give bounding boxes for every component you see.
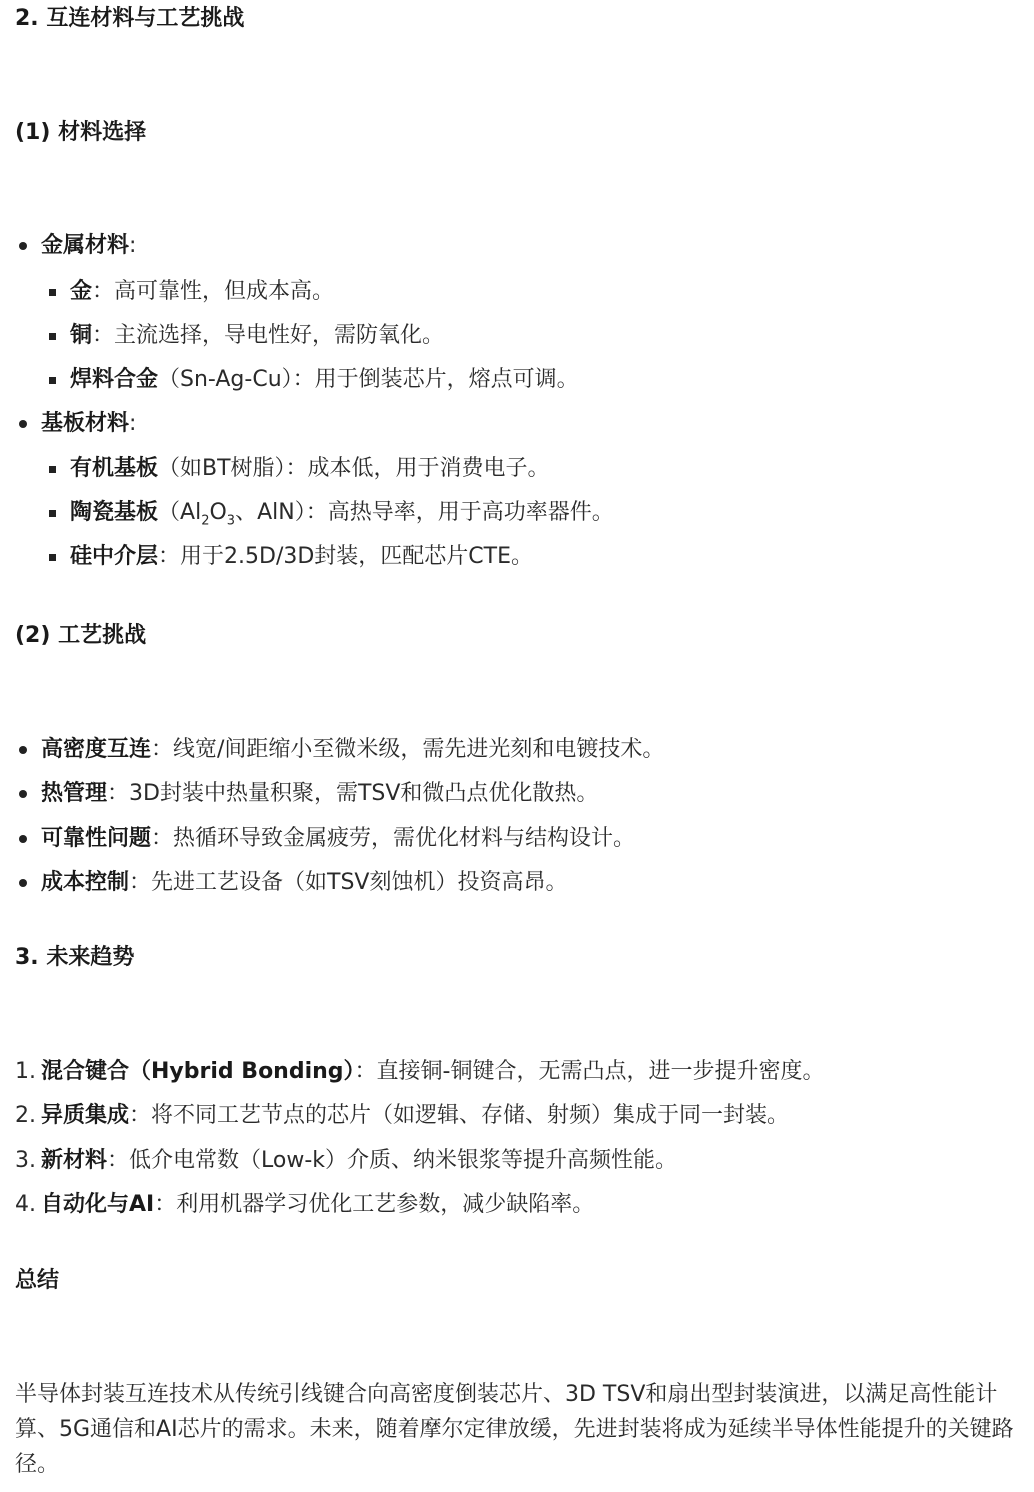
list-item	[70, 542, 533, 572]
item-label: 金	[70, 279, 93, 304]
bullet-square	[49, 510, 56, 517]
item-label: 焊料合金	[70, 367, 159, 392]
item-text: ：高可靠性，但成本高。	[92, 279, 335, 304]
item-separator: :	[129, 411, 137, 436]
item-text: （如BT树脂）：成本低，用于消费电子。	[158, 456, 550, 481]
item-text: ：低介电常数（Low-k）介质、纳米银浆等提升高频性能。	[107, 1148, 678, 1173]
subscript: 3	[226, 513, 236, 529]
summary-paragraph: 半导体封装互连技术从传统引线键合向高密度倒装芯片、3D TSV和扇出型封装演进，以满足高性能计算、5G通信和AI芯片的需求。未来，随着摩尔定律放缓，先进封装将成为延续半导体性能提升的关键路径。	[15, 1382, 1014, 1477]
item-text: ：用于2.5D/3D封装，匹配芯片CTE。	[158, 544, 533, 569]
bullet-square	[49, 466, 56, 473]
item-label: 有机基板	[70, 456, 159, 481]
list-item	[70, 365, 579, 395]
bullet-square	[49, 554, 56, 561]
list-item	[41, 824, 635, 854]
list-number: 1.	[15, 1059, 36, 1084]
subsection-title: (1) 材料选择	[15, 120, 147, 145]
item-text: ：将不同工艺节点的芯片（如逻辑、存储、射频）集成于同一封装。	[129, 1103, 790, 1128]
item-label: 成本控制	[41, 870, 130, 895]
item-text: ：利用机器学习优化工艺参数，减少缺陷率。	[154, 1192, 595, 1217]
list-item	[41, 779, 598, 809]
list-number: 4.	[15, 1192, 36, 1217]
bullet-disc	[19, 835, 27, 843]
summary-title: 总结	[15, 1268, 60, 1293]
item-label: 金属材料	[41, 233, 130, 258]
list-item	[41, 1190, 594, 1220]
item-text-mid: O	[209, 500, 227, 525]
list-item	[70, 454, 550, 484]
bullet-disc	[19, 879, 27, 887]
section-title: 3. 未来趋势	[15, 945, 135, 970]
item-text: ：3D封装中热量积聚，需TSV和微凸点优化散热。	[107, 781, 599, 806]
bullet-disc	[19, 790, 27, 798]
item-label: 自动化与AI	[41, 1192, 155, 1217]
bullet-square	[49, 377, 56, 384]
item-label: 异质集成	[41, 1103, 130, 1128]
list-item	[41, 1101, 789, 1131]
item-label: 混合键合（Hybrid Bonding）	[41, 1059, 355, 1084]
item-label: 新材料	[41, 1148, 108, 1173]
item-label: 可靠性问题	[41, 826, 152, 851]
list-item	[41, 231, 136, 261]
item-label: 铜	[70, 323, 93, 348]
section-title: 2. 互连材料与工艺挑战	[15, 6, 245, 31]
item-text: ：直接铜-铜键合，无需凸点，进一步提升密度。	[354, 1059, 825, 1084]
item-label: 陶瓷基板	[70, 500, 159, 525]
list-item	[41, 1146, 677, 1176]
list-item	[41, 735, 664, 765]
list-item	[70, 498, 614, 528]
item-text: ：线宽/间距缩小至微米级，需先进光刻和电镀技术。	[151, 737, 665, 762]
item-separator: :	[129, 233, 137, 258]
item-text: ：热循环导致金属疲劳，需优化材料与结构设计。	[151, 826, 636, 851]
list-item	[41, 1057, 825, 1087]
item-text: （Sn-Ag-Cu）：用于倒装芯片，熔点可调。	[158, 367, 579, 392]
subsection-title: (2) 工艺挑战	[15, 623, 147, 648]
list-item	[41, 409, 136, 439]
list-item	[70, 321, 444, 351]
item-label: 基板材料	[41, 411, 130, 436]
item-text: ：先进工艺设备（如TSV刻蚀机）投资高昂。	[129, 870, 568, 895]
list-number: 3.	[15, 1148, 36, 1173]
item-label: 硅中介层	[70, 544, 159, 569]
list-item	[70, 277, 334, 307]
list-number: 2.	[15, 1103, 36, 1128]
bullet-square	[49, 289, 56, 296]
item-text-pre: （Al	[158, 500, 202, 525]
bullet-disc	[19, 746, 27, 754]
item-text: ：主流选择，导电性好，需防氧化。	[92, 323, 445, 348]
bullet-disc	[19, 420, 27, 428]
list-item	[41, 868, 567, 898]
subscript: 2	[201, 513, 210, 529]
item-label: 热管理	[41, 781, 108, 806]
item-text-post: 、AlN）：高热导率，用于高功率器件。	[235, 500, 614, 525]
bullet-square	[49, 333, 56, 340]
item-label: 高密度互连	[41, 737, 152, 762]
bullet-disc	[19, 242, 27, 250]
